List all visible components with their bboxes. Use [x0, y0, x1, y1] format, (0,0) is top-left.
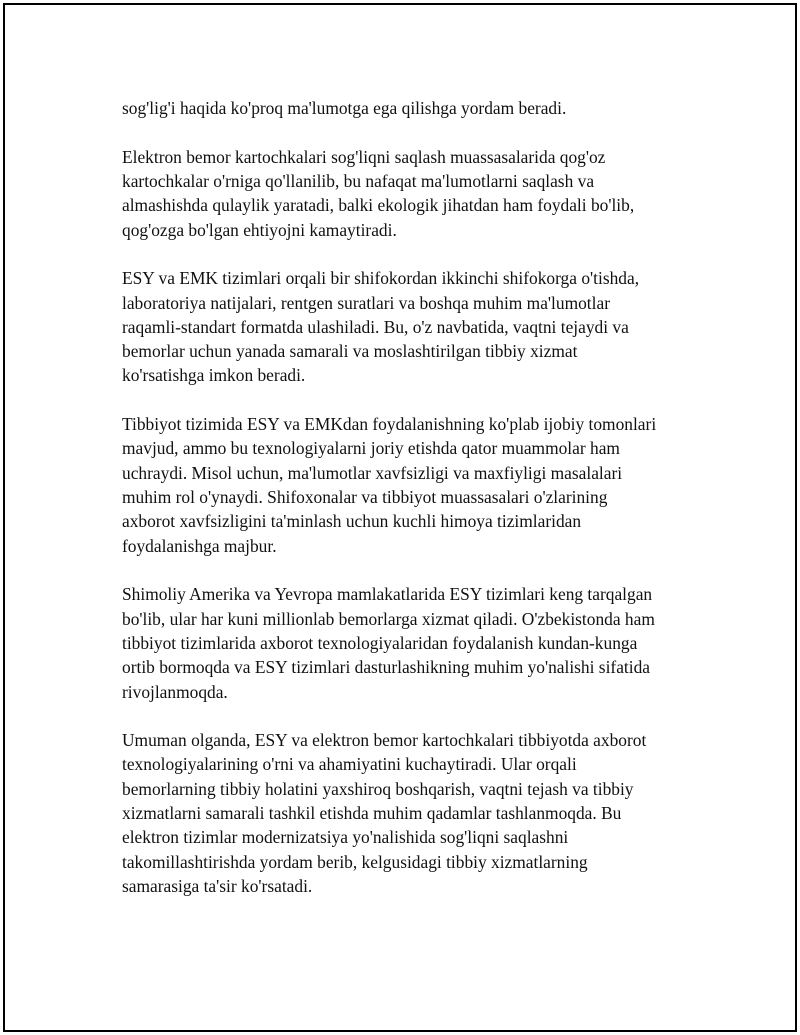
text-line: sog'lig'i haqida ko'proq ma'lumotga ega qilishga yordam beradi. — [122, 98, 567, 118]
text-line: almashishda qulaylik yaratadi, balki ekologik jihatdan ham foydali bo'lib, — [122, 195, 635, 216]
text-line: kartochkalar o'rniga qo'llanilib, bu nafaqat ma'lumotlarni saqlash va — [122, 170, 595, 191]
text-line: xizmatlarni samarali tashkil etishda muhim qadamlar tashlanmoqda. Bu — [122, 803, 622, 824]
text-line: Umuman olganda, ESY va elektron bemor kartochkalari tibbiyotda axborot — [122, 730, 647, 751]
text-line: muhim rol o'ynaydi. Shifoxonalar va tibbiyot muassasalari o'zlarining — [122, 487, 608, 508]
text-line: axborot xavfsizligini ta'minlash uchun kuchli himoya tizimlaridan — [122, 511, 582, 532]
text-line: mavjud, ammo bu texnologiyalarni joriy etishda qator muammolar ham — [122, 438, 620, 459]
text-line: tibbiyot tizimlarida axborot texnologiyalaridan foydalanish kundan-kunga — [122, 632, 638, 653]
text-line: Shimoliy Amerika va Yevropa mamlakatlarida ESY tizimlari keng tarqalgan — [122, 584, 653, 605]
paragraph — [122, 145, 722, 242]
paragraph — [122, 728, 722, 898]
text-line: bo'lib, ular har kuni millionlab bemorlarga xizmat qiladi. O'zbekistonda ham — [122, 608, 655, 629]
text-line: texnologiyalarining o'rni va ahamiyatini kuchaytiradi. Ular orqali — [122, 754, 577, 775]
text-line: foydalanishga majbur. — [122, 535, 277, 556]
paragraph — [122, 96, 722, 120]
text-line: takomillashtirishda yordam berib, kelgusidagi tibbiy xizmatlarning — [122, 851, 588, 872]
paragraph — [122, 266, 722, 387]
paragraph — [122, 582, 722, 703]
text-line: rivojlanmoqda. — [122, 681, 228, 702]
paragraph — [122, 412, 722, 558]
text-line: ESY va EMK tizimlari orqali bir shifokordan ikkinchi shifokorga o'tishda, — [122, 268, 640, 289]
text-line: bemorlarning tibbiy holatini yaxshiroq boshqarish, vaqtni tejash va tibbiy — [122, 778, 634, 799]
text-line: ortib bormoqda va ESY tizimlari dasturlashikning muhim yo'nalishi sifatida — [122, 657, 650, 678]
text-line: Elektron bemor kartochkalari sog'liqni saqlash muassasalarida qog'oz — [122, 146, 606, 167]
text-line: qog'ozga bo'lgan ehtiyojni kamaytiradi. — [122, 219, 397, 240]
document-body — [122, 96, 722, 923]
text-line: ko'rsatishga imkon beradi. — [122, 365, 306, 386]
text-line: samarasiga ta'sir ko'rsatadi. — [122, 875, 313, 896]
page-frame — [3, 3, 797, 1032]
text-line: uchraydi. Misol uchun, ma'lumotlar xavfsizligi va maxfiyligi masalalari — [122, 462, 623, 483]
text-line: bemorlar uchun yanada samarali va moslashtirilgan tibbiy xizmat — [122, 341, 578, 362]
text-line: Tibbiyot tizimida ESY va EMKdan foydalanishning ko'plab ijobiy tomonlari — [122, 414, 657, 435]
text-line: elektron tizimlar modernizatsiya yo'nalishida sog'liqni saqlashni — [122, 827, 569, 848]
text-line: raqamli-standart formatda ulashiladi. Bu, o'z navbatida, vaqtni tejaydi va — [122, 316, 629, 337]
text-line: laboratoriya natijalari, rentgen suratlari va boshqa muhim ma'lumotlar — [122, 292, 610, 313]
